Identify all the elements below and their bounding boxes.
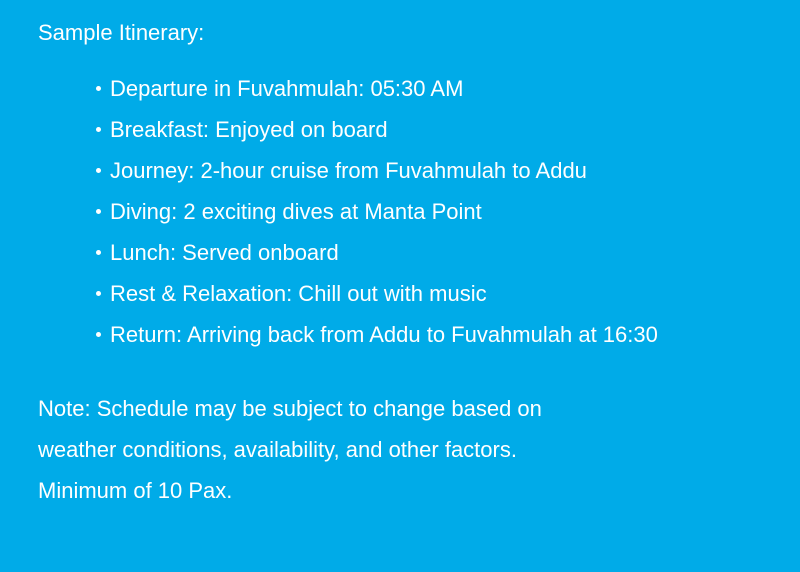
note-line: weather conditions, availability, and other factors.: [38, 437, 517, 462]
note-line: Note: Schedule may be subject to change based on: [38, 396, 542, 421]
itinerary-list: [38, 68, 762, 355]
itinerary-item-lunch: Lunch: Served onboard: [38, 232, 762, 273]
itinerary-item-rest: Rest & Relaxation: Chill out with music: [38, 273, 762, 314]
note-line: Minimum of 10 Pax.: [38, 478, 233, 503]
page-title: Sample Itinerary:: [38, 20, 205, 45]
itinerary-item-journey: Journey: 2-hour cruise from Fuvahmulah to Addu: [38, 150, 762, 191]
itinerary-item-departure: Departure in Fuvahmulah: 05:30 AM: [38, 68, 762, 109]
itinerary-item-breakfast: Breakfast: Enjoyed on board: [38, 109, 762, 150]
itinerary-item-return: Return: Arriving back from Addu to Fuvahmulah at 16:30: [38, 314, 762, 355]
itinerary-item-diving: Diving: 2 exciting dives at Manta Point: [38, 191, 762, 232]
note-text: [38, 388, 762, 511]
